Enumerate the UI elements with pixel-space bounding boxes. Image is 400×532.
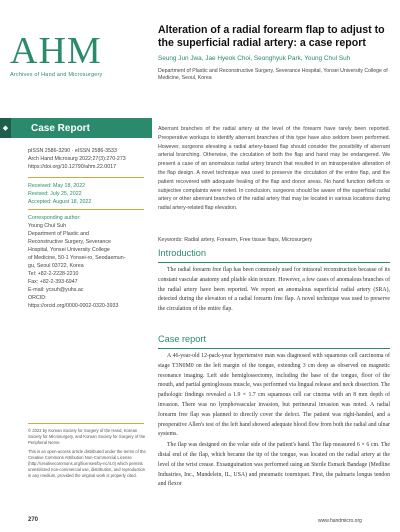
copyright-line: © 2022 by Korean Society for Surgery of the Hand, Korean Society for Microsurgery, and Korean Society for Surgery of the Peripheral Nerve. bbox=[28, 428, 146, 445]
corresp-line: Tel: +82-2-2228-2210 bbox=[28, 271, 79, 277]
corresponding-author bbox=[28, 214, 146, 310]
corresp-line: of Medicine, 50-1 Yonsei-ro, Seodaemun- bbox=[28, 255, 126, 261]
section-heading-case-report: Case report bbox=[158, 334, 207, 344]
copyright-notice bbox=[28, 428, 146, 482]
email-link[interactable]: E-mail: ycsuh@yuhs.ac bbox=[28, 287, 84, 293]
journal-logo bbox=[10, 32, 103, 78]
article-type-label: Case Report bbox=[31, 122, 90, 134]
section-rule bbox=[158, 348, 390, 349]
introduction-text bbox=[158, 266, 390, 316]
corresp-line: Reconstructive Surgery, Severance bbox=[28, 239, 111, 245]
author-list: Seung Jun Jwa, Jae Hyeok Choi, Seonghyuk Park, Young Chul Suh bbox=[158, 55, 351, 62]
journal-website[interactable]: www.handmicro.org bbox=[318, 518, 362, 524]
orcid-link[interactable]: https://orcid.org/0000-0002-0320-3933 bbox=[28, 303, 119, 309]
corresp-line: Hospital, Yonsei University College bbox=[28, 247, 110, 253]
paragraph: The flap was designed on the volar side of the patient's hand. The flap measured 6 × 6 cm. The distal end of the flap, which became the tip of the tongue, was located on the radial artery at the level of the wrist crease. Exsanguination was performed using an Sterile Esmark Bandage (Medline Industries, Inc., Mundelein, IL, USA) and pneumatic tourniquet. First, the palmaris longus tendon and flexor bbox=[158, 442, 390, 488]
corresp-line: Young Chul Suh bbox=[28, 223, 67, 229]
logo-text: AHM bbox=[10, 30, 102, 72]
corresp-line: Fax: +82-2-393-6947 bbox=[28, 279, 78, 285]
divider bbox=[28, 209, 144, 210]
corresp-line: gu, Seoul 03722, Korea bbox=[28, 263, 84, 269]
accepted-date: Accepted: August 18, 2022 bbox=[28, 199, 92, 205]
doi-link[interactable]: https://doi.org/10.12790/ahm.22.0017 bbox=[28, 164, 117, 170]
revised-date: Revised: July 25, 2022 bbox=[28, 191, 82, 197]
case-report-text bbox=[158, 352, 390, 491]
page-number: 270 bbox=[28, 517, 39, 523]
flag-icon: ◆ bbox=[0, 118, 11, 138]
corresponding-heading: Corresponding author: bbox=[28, 215, 81, 221]
section-heading-introduction: Introduction bbox=[158, 248, 207, 258]
article-dates bbox=[28, 182, 146, 206]
keywords: Keywords: Radial artery, Forearm, Free tissue flaps, Microsurgery bbox=[158, 237, 313, 243]
issn: pISSN 2586-3290 · eISSN 2586-3533 bbox=[28, 148, 117, 154]
publication-meta bbox=[28, 147, 146, 171]
article-title: Alteration of a radial forearm flap to adjust to the superficial radial artery: a case report bbox=[158, 24, 385, 49]
corresp-line: Department of Plastic and bbox=[28, 231, 89, 237]
article-type-banner bbox=[0, 118, 152, 138]
section-rule bbox=[158, 262, 390, 263]
paragraph: The radial forearm free flap has been commonly used for intraoral reconstruction because of its constant vascular anatomy and pliable skin texture. However, a few cases of anomalous branches of the radial artery have been reported. We report an anomalous superficial radial artery (SRA), detected during the elevation of a radial forearm free flap. A novel technique was used to preserve the circulation of the entire flap. bbox=[158, 267, 390, 313]
divider bbox=[28, 423, 144, 424]
corresp-line: ORCID: bbox=[28, 295, 47, 301]
sidebar bbox=[0, 0, 152, 532]
logo-subtitle: Archives of Hand and Microsurgery bbox=[10, 72, 103, 78]
paragraph: A 46-year-old 12-pack-year hypertensive man was diagnosed with squamous cell carcinoma of stage T3N0M0 on the left margin of the tongue, extending 3 cm deep as observed on magnetic resonance imaging. Left side hemiglossectomy, including the base of the tongue, floor of the mouth, and partial genioglossus muscle, was performed via lingual release and neck dissection. The pathologic findings revealed a 1.9 × 1.7 cm squamous cell car cinoma with an 8 mm depth of invasion. There was no lymphovascular invasion, but perineural invasion was noted. A radial forearm free flap was planned to directly cover the defect. The patient was right-handed, and a preoperative Allen's test of the left hand showed adequate blood flow from both the radial and ulnar systems. bbox=[158, 353, 390, 438]
license-line: This is an open-access article distributed under the terms of the Creative Commons Attribution Non-Commercial License (http://creativecommons.org/licenses/by-nc/4.0) which permits unrestricted non-commercial use, distribution, and reproduction in any medium, provided the original work is properly cited. bbox=[28, 449, 146, 478]
received-date: Received: May 18, 2022 bbox=[28, 183, 86, 189]
affiliation: Department of Plastic and Reconstructive Surgery, Severance Hospital, Yonsei University College of Medicine, Seoul, Korea bbox=[158, 68, 388, 81]
abstract: Aberrant branches of the radial artery at the level of the forearm have rarely been reported. Preoperative workups to identify aberrant branches of this type have also seldom been performed. However, surgeons elevating a radial artery-based flap should consider the possibility of aberrant arterial branching. Otherwise, the circulation of both the flap and hand may be endangered. We present a case of an anomalous radial artery branch that resulted in an intraoperative alteration of the flap design. A novel technique was used to preserve the circulation of the entire flap, and the patient recovered with adequate healing of the flap and donor areas. No hand function deficits or subjective complaints were noted. In conclusion, surgeons should be aware of the superficial radial artery or other aberrant branches of the radial artery that may be located in various locations during radial artery-related flap elevation. bbox=[158, 126, 390, 212]
divider bbox=[28, 177, 144, 178]
citation: Arch Hand Microsurg 2022;27(3):270-273 bbox=[28, 156, 126, 162]
